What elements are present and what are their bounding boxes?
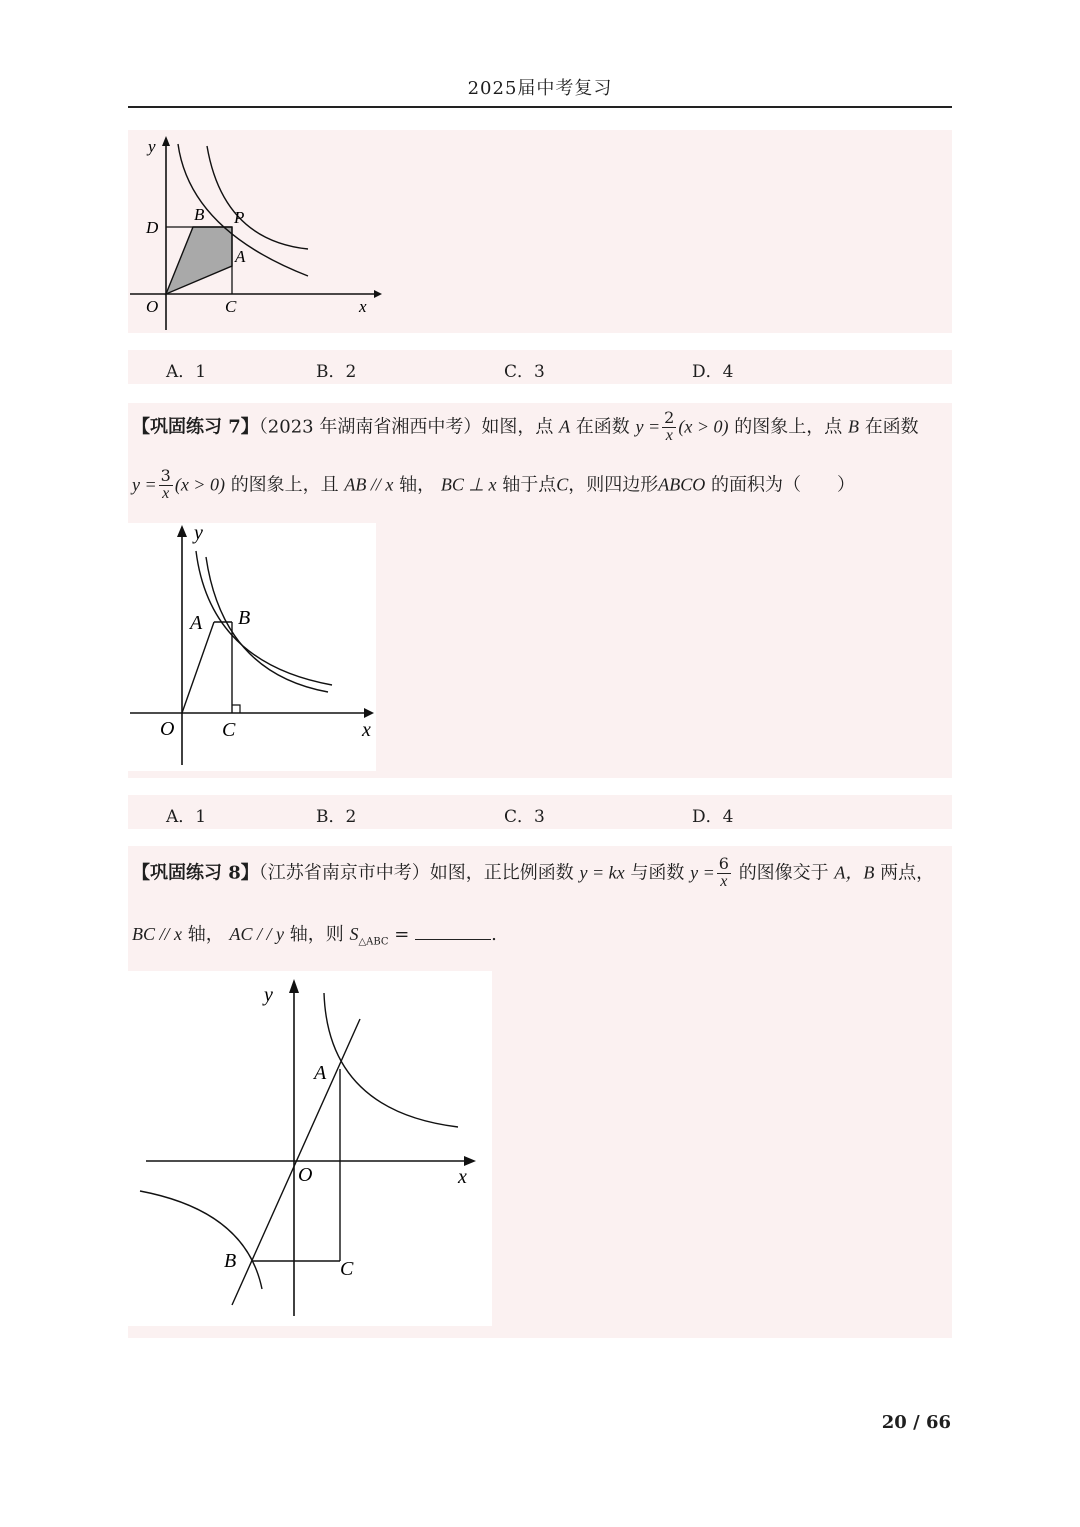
- fig2-label-a: A: [190, 612, 203, 634]
- fig1-label-d: D: [146, 218, 159, 237]
- q7-fraction-1: [662, 410, 676, 445]
- fig3-label-o: O: [298, 1164, 313, 1186]
- fig1-label-b: B: [194, 205, 205, 224]
- q7-func-lhs: y =: [635, 416, 661, 437]
- option-c[interactable]: C．3: [504, 362, 545, 382]
- q7-point-a: A: [559, 416, 571, 437]
- header-rule: [128, 106, 952, 108]
- option-d[interactable]: D．4: [692, 807, 734, 827]
- fig2-label-b: B: [238, 607, 251, 629]
- q8-bc-parallel: BC // x: [132, 924, 182, 944]
- figure-3-box: [128, 971, 492, 1326]
- fig3-label-c: C: [340, 1258, 354, 1280]
- fig1-label-x: x: [359, 297, 367, 316]
- question-7-panel: [128, 403, 952, 778]
- option-d[interactable]: D．4: [692, 362, 734, 382]
- q7-text4: 在函数: [864, 416, 919, 438]
- q7-frac1-num: 2: [664, 408, 675, 427]
- option-b[interactable]: B．2: [316, 362, 357, 382]
- fig1-label-o: O: [146, 297, 159, 316]
- option-b[interactable]: B．2: [316, 807, 357, 827]
- q7-text6: 轴，: [399, 474, 436, 496]
- options-row-1: [128, 350, 952, 384]
- q7-tag: 【巩固练习 7】: [132, 416, 259, 438]
- q7-point-c: C: [556, 474, 569, 495]
- q8-end: .: [491, 924, 497, 945]
- q8-tag: 【巩固练习 8】: [132, 862, 259, 884]
- q7-ab-parallel: AB // x: [344, 474, 394, 495]
- q7-frac1-den: x: [665, 426, 673, 444]
- option-a[interactable]: A．1: [166, 362, 207, 382]
- q8-text4: 两点，: [880, 862, 935, 884]
- page-number: 20 / 66: [881, 1412, 951, 1433]
- fig2-label-y: y: [194, 523, 203, 544]
- q8-text5: 轴，: [187, 924, 224, 945]
- q8-fraction: [717, 856, 731, 891]
- q8-func2-lhs: y =: [690, 862, 715, 883]
- fig3-label-a: A: [314, 1062, 327, 1084]
- fig2-label-o: O: [160, 718, 175, 740]
- q8-source: （江苏省南京市中考）: [258, 862, 430, 884]
- q7-text9: 的面积为（ ）: [711, 474, 856, 496]
- fig3-label-x: x: [458, 1166, 467, 1188]
- figure-1-hyperbola-square: [128, 130, 388, 333]
- figure-2-hyperbolas-abco: [128, 523, 376, 771]
- fig1-label-c: C: [225, 297, 237, 316]
- q7-text1: 如图，点: [481, 416, 554, 438]
- fig3-label-b: B: [224, 1250, 237, 1272]
- q7-fraction-2: [159, 468, 173, 503]
- figure-2-box: [128, 523, 376, 771]
- question-8-line-1: [132, 856, 934, 891]
- q8-text2: 与函数: [630, 862, 685, 884]
- q7-source: （2023 年湖南省湘西中考）: [258, 416, 482, 438]
- question-7-line-2: [132, 468, 855, 503]
- question-7-line-1: [132, 410, 919, 445]
- option-a[interactable]: A．1: [166, 807, 207, 827]
- q7-bc-perp: BC ⊥ x: [440, 474, 497, 495]
- fig2-label-c: C: [222, 719, 236, 741]
- fig1-label-y: y: [148, 137, 156, 156]
- q8-frac-den: x: [720, 872, 728, 890]
- q7-frac2-den: x: [162, 484, 170, 502]
- q7-text5: 的图象上，且: [230, 474, 339, 496]
- q7-quad: ABCO: [658, 474, 706, 495]
- q8-area-sub: △ABC: [358, 936, 389, 948]
- fig2-label-x: x: [362, 719, 371, 741]
- option-c[interactable]: C．3: [504, 807, 545, 827]
- q7-condition-1: (x > 0): [678, 416, 729, 437]
- q7-point-b: B: [847, 416, 859, 437]
- fig3-label-y: y: [264, 984, 273, 1006]
- q7-text3: 的图象上，点: [734, 416, 843, 438]
- q7-text7: 轴于点: [502, 474, 557, 496]
- fig1-label-p: P: [234, 208, 245, 227]
- q8-area-eq: =: [394, 924, 410, 945]
- answer-blank[interactable]: [415, 923, 491, 940]
- q7-condition-2: (x > 0): [174, 474, 225, 495]
- q7-frac2-num: 3: [160, 466, 171, 485]
- q7-func2-lhs: y =: [132, 474, 157, 495]
- fig1-label-a: A: [235, 247, 246, 266]
- q7-text8: ，则四边形: [568, 474, 659, 496]
- q8-text3: 的图像交于: [738, 862, 829, 884]
- q8-area-s: S: [349, 924, 359, 944]
- q8-ac-parallel: AC / / y: [229, 924, 284, 944]
- q8-text1: 如图，正比例函数: [429, 862, 574, 884]
- q8-points: A，B: [834, 862, 875, 883]
- q8-func1: y = kx: [579, 862, 625, 883]
- q7-text2: 在函数: [575, 416, 630, 438]
- page-header: 2025届中考复习: [467, 78, 613, 99]
- question-8-line-2: [132, 920, 497, 948]
- q8-text6: 轴，则: [289, 924, 344, 945]
- figure-3-hyperbola-line: [128, 971, 492, 1326]
- q8-frac-num: 6: [718, 854, 729, 873]
- options-row-2: [128, 795, 952, 829]
- figure-panel-1: [128, 130, 952, 333]
